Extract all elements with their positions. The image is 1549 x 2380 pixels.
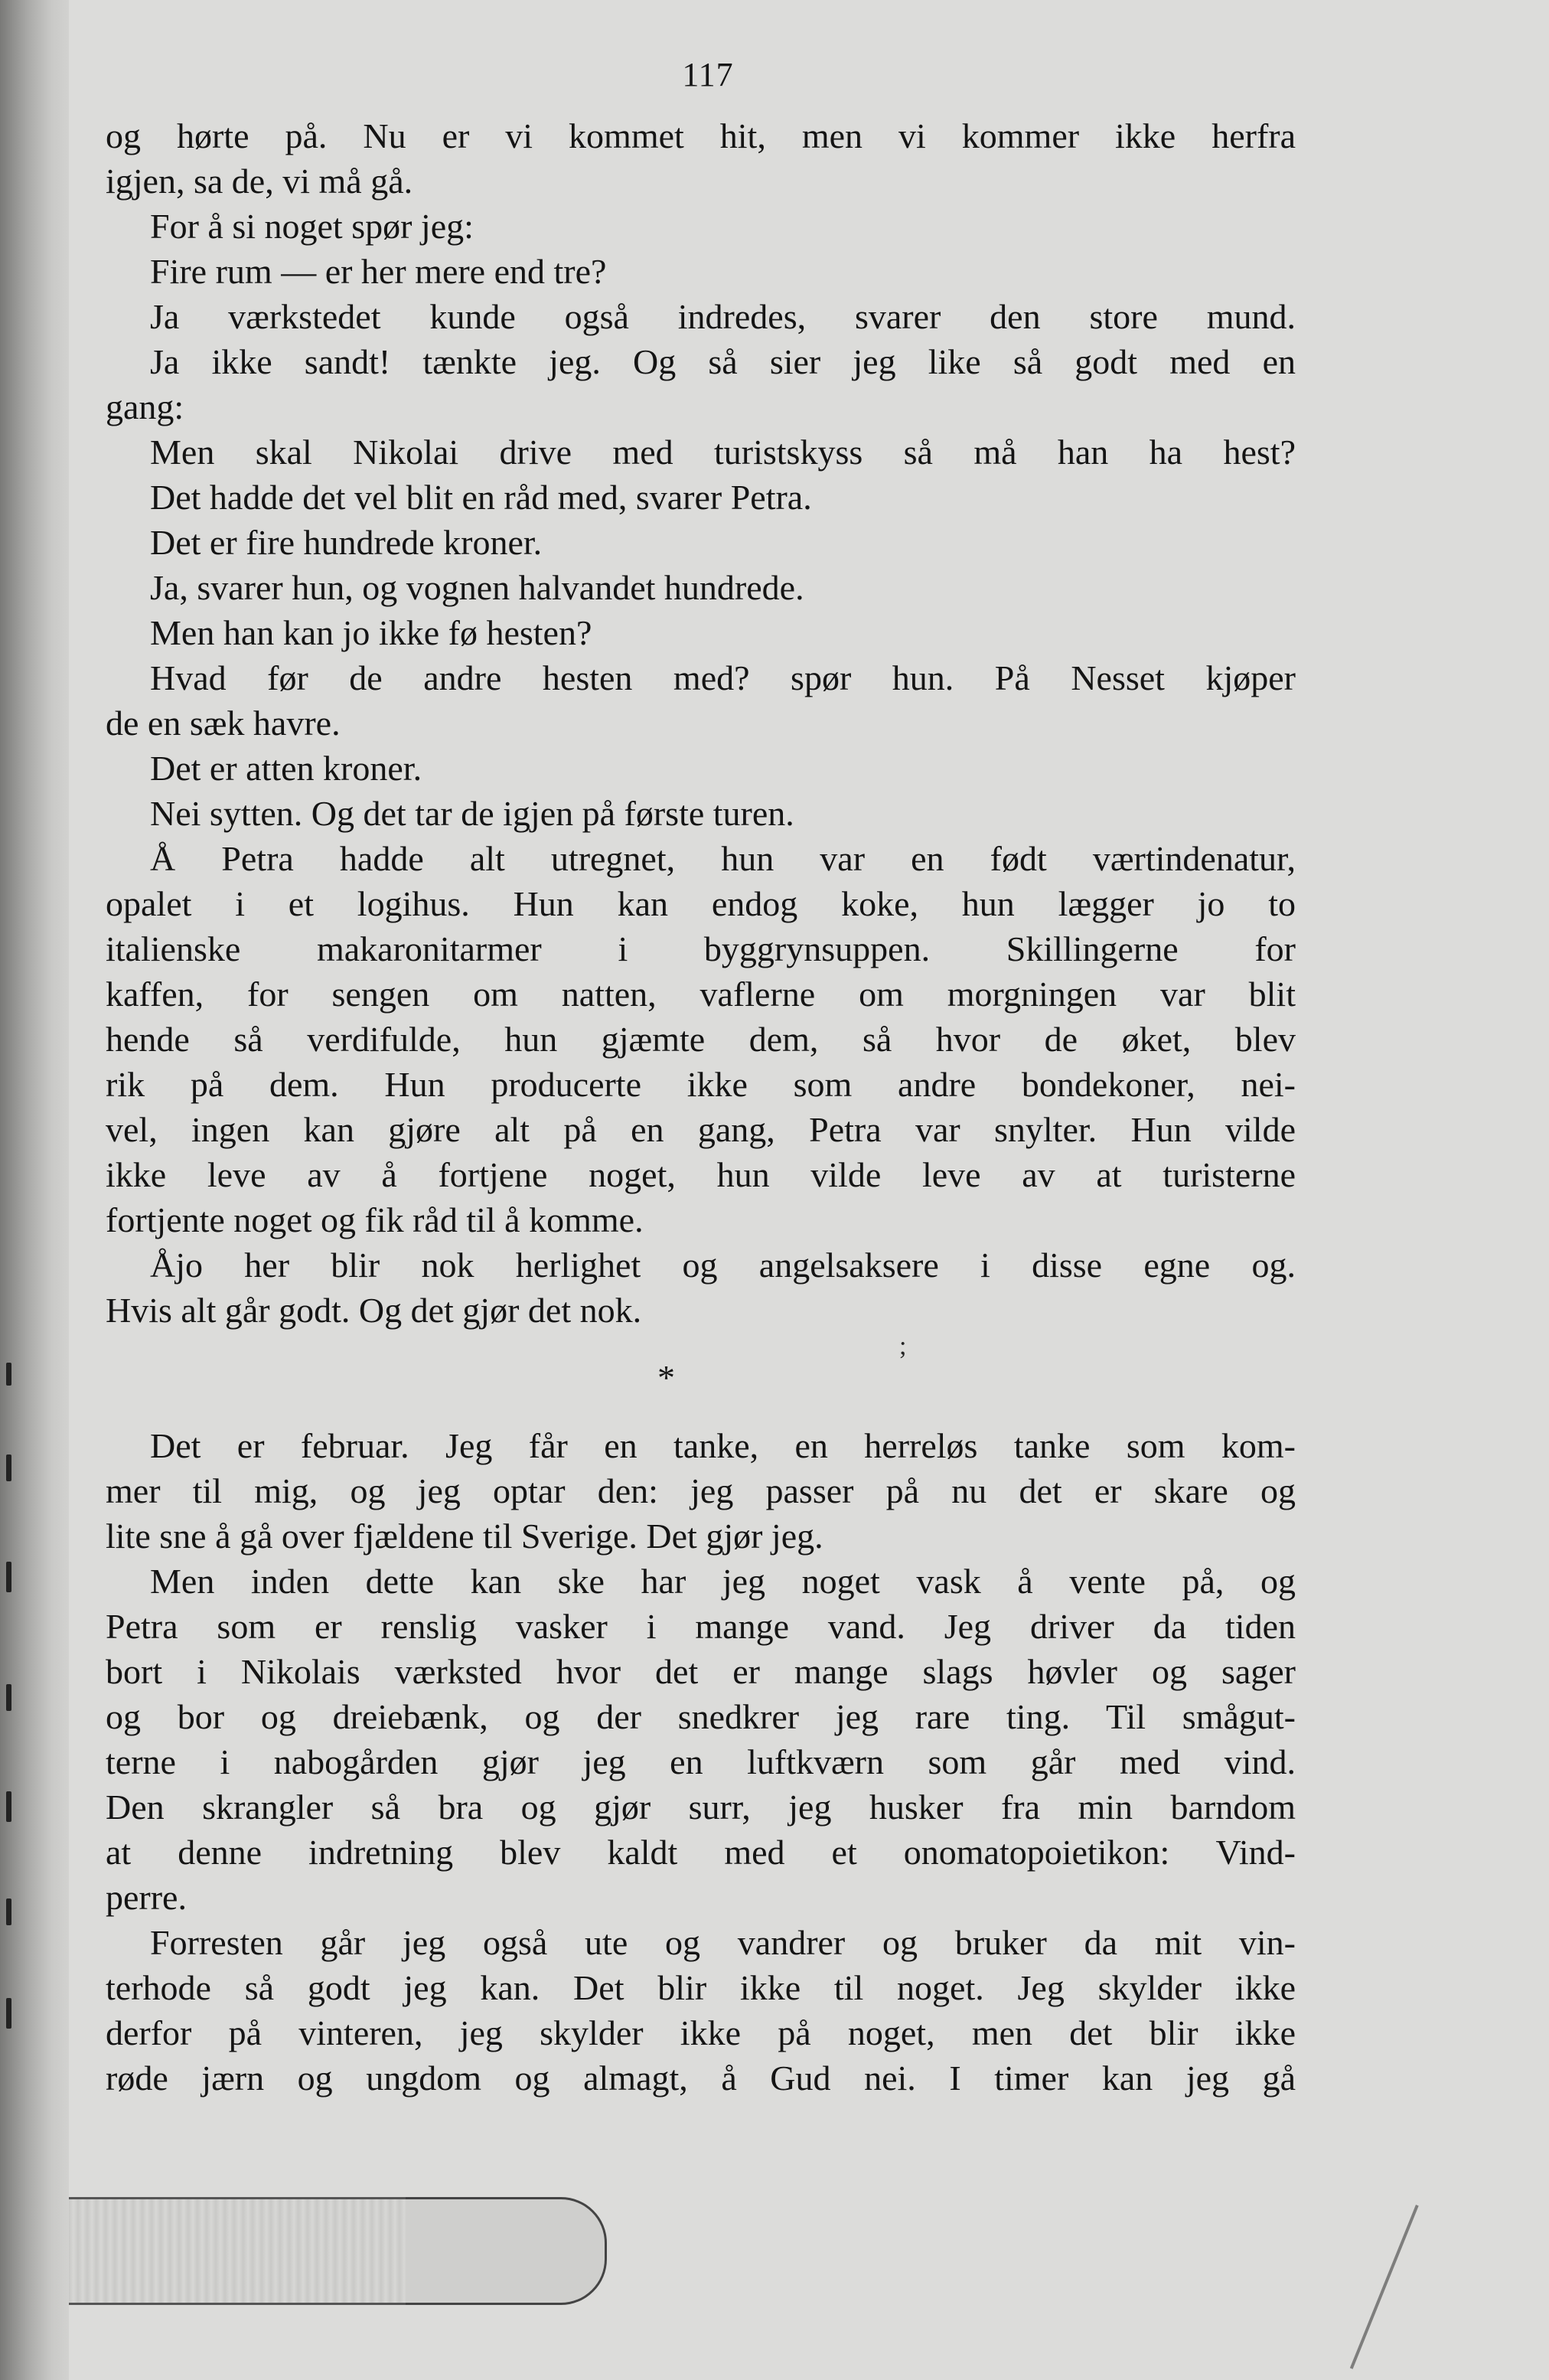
book-spine-shadow — [0, 0, 69, 2380]
text-line: gang: — [106, 387, 184, 426]
text-line: bort i Nikolais værksted hvor det er mange slags høvler og sager — [106, 1652, 1296, 1691]
stray-mark: ; — [899, 1332, 907, 1360]
text-line: Hvis alt går godt. Og det gjør det nok. — [106, 1291, 642, 1330]
text-line: Hvad før de andre hesten med? spør hun. På Nesset kjøper — [150, 658, 1296, 697]
text-line: rik på dem. Hun producerte ikke som andre bondekoner, nei- — [106, 1065, 1296, 1104]
spine-marks — [0, 1363, 23, 2090]
text-line: Fire rum — er her mere end tre? — [150, 252, 607, 291]
text-line: Det hadde det vel blit en råd med, svarer Petra. — [150, 478, 812, 517]
text-line: lite sne å gå over fjældene til Sverige. Det gjør jeg. — [106, 1516, 823, 1556]
text-line: kaffen, for sengen om natten, vaflerne om morgningen var blit — [106, 975, 1296, 1014]
text-line: Ja, svarer hun, og vognen halvandet hundrede. — [150, 568, 804, 607]
text-line: ikke leve av å fortjene noget, hun vilde leve av at turisterne — [106, 1155, 1296, 1194]
text-line: Den skrangler så bra og gjør surr, jeg husker fra min barndom — [106, 1787, 1296, 1827]
text-line: og hørte på. Nu er vi kommet hit, men vi kommer ikke herfra — [106, 116, 1296, 155]
text-line: vel, ingen kan gjøre alt på en gang, Petra var snylter. Hun vilde — [106, 1110, 1296, 1149]
text-line: Men han kan jo ikke fø hesten? — [150, 613, 592, 652]
text-line: Å Petra hadde alt utregnet, hun var en født værtindenatur, — [150, 839, 1296, 878]
page-text — [106, 113, 1296, 2101]
text-line: hende så verdifulde, hun gjæmte dem, så hvor de øket, blev — [106, 1020, 1296, 1059]
library-label — [406, 2197, 607, 2305]
text-line: Åjo her blir nok herlighet og angelsaksere i disse egne og. — [150, 1246, 1296, 1285]
text-line: derfor på vinteren, jeg skylder ikke på noget, men det blir ikke — [106, 2013, 1296, 2052]
text-line: Men skal Nikolai drive med turistskyss så må han ha hest? — [150, 433, 1296, 472]
text-line: Ja værkstedet kunde også indredes, svarer den store mund. — [150, 297, 1296, 336]
text-line: For å si noget spør jeg: — [150, 207, 474, 246]
text-line: Men inden dette kan ske har jeg noget vask å vente på, og — [150, 1562, 1296, 1601]
text-line: fortjente noget og fik råd til å komme. — [106, 1200, 644, 1239]
text-line: røde jærn og ungdom og almagt, å Gud nei. I timer kan jeg gå — [106, 2058, 1296, 2098]
text-line: igjen, sa de, vi må gå. — [106, 162, 413, 201]
text-line: mer til mig, og jeg optar den: jeg passer på nu det er skare og — [106, 1471, 1296, 1510]
text-line: terne i nabogården gjør jeg en luftkværn som går med vind. — [106, 1742, 1296, 1781]
text-line: Ja ikke sandt! tænkte jeg. Og så sier jeg like så godt med en — [150, 342, 1296, 381]
text-line: og bor og dreiebænk, og der snedkrer jeg rare ting. Til smågut- — [106, 1697, 1296, 1736]
text-line: Petra som er renslig vasker i mange vand. Jeg driver da tiden — [106, 1607, 1296, 1646]
text-line: Det er atten kroner. — [150, 749, 422, 788]
text-line: Det er februar. Jeg får en tanke, en herreløs tanke som kom- — [150, 1426, 1296, 1465]
text-line: Nei sytten. Og det tar de igjen på første turen. — [150, 794, 794, 833]
text-line: de en sæk havre. — [106, 704, 341, 743]
page-number: 117 — [682, 56, 734, 93]
text-line: italienske makaronitarmer i byggrynsuppen. Skillingerne for — [106, 929, 1296, 968]
text-line: at denne indretning blev kaldt med et onomatopoietikon: Vind- — [106, 1833, 1296, 1872]
text-line: Forresten går jeg også ute og vandrer og bruker da mit vin- — [150, 1923, 1296, 1962]
library-label-strip — [69, 2197, 406, 2305]
text-line: terhode så godt jeg kan. Det blir ikke til noget. Jeg skylder ikke — [106, 1968, 1296, 2007]
section-break-asterisk: * — [657, 1358, 675, 1397]
text-line: Det er fire hundrede kroner. — [150, 523, 543, 562]
text-line: opalet i et logihus. Hun kan endog koke, hun lægger jo to — [106, 884, 1296, 923]
text-line: perre. — [106, 1878, 187, 1917]
